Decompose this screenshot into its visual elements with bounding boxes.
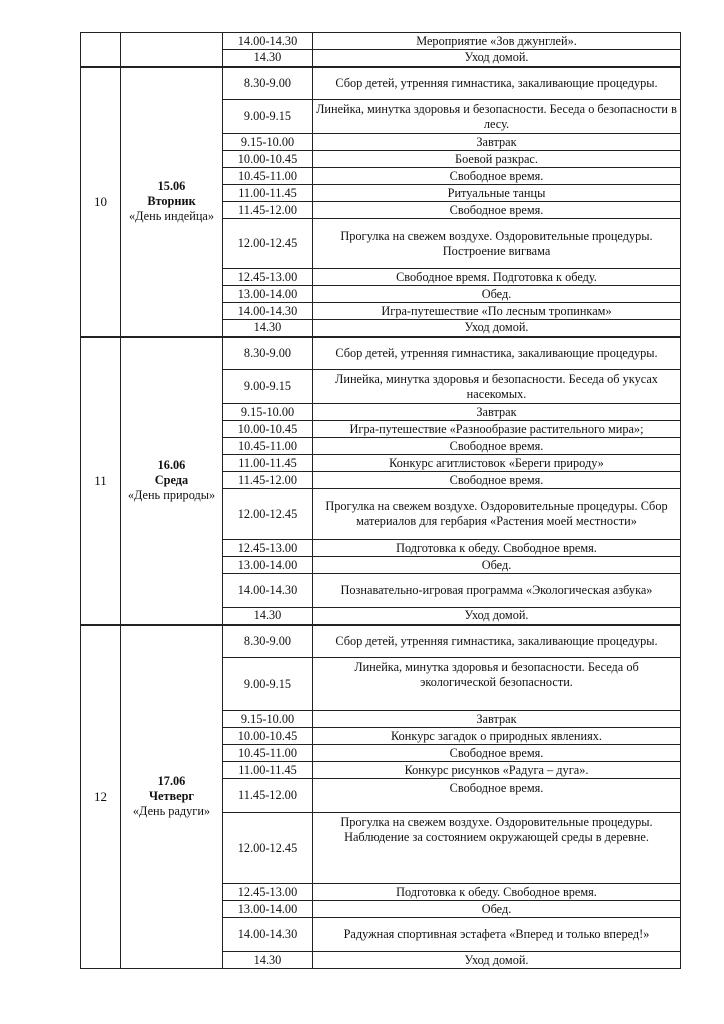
day-number-cell: 11 [81, 337, 121, 625]
activity-cell: Уход домой. [313, 50, 681, 67]
day-theme: «День индейца» [128, 209, 215, 223]
day-date: 15.06 [157, 179, 186, 193]
time-cell: 10.45-11.00 [223, 745, 313, 762]
activity-cell: Свободное время. [313, 168, 681, 185]
time-cell: 9.15-10.00 [223, 404, 313, 421]
time-cell: 10.00-10.45 [223, 151, 313, 168]
time-cell: 12.00-12.45 [223, 219, 313, 269]
time-cell: 11.45-12.00 [223, 472, 313, 489]
time-cell: 14.30 [223, 320, 313, 337]
activity-cell: Свободное время. Подготовка к обеду. [313, 269, 681, 286]
time-cell: 13.00-14.00 [223, 901, 313, 918]
activity-cell: Конкурс агитлистовок «Береги природу» [313, 455, 681, 472]
activity-cell: Сбор детей, утренняя гимнастика, закаливающие процедуры. [313, 625, 681, 658]
day-title-cell [121, 33, 223, 67]
time-cell: 14.00-14.30 [223, 918, 313, 952]
activity-cell: Прогулка на свежем воздухе. Оздоровительные процедуры. Наблюдение за состоянием окружающей среды в деревне. [313, 813, 681, 884]
time-cell: 10.00-10.45 [223, 728, 313, 745]
day-title-cell [121, 337, 223, 625]
day-weekday: Четверг [148, 789, 195, 804]
day-weekday: Вторник [147, 194, 196, 208]
day-theme: «День природы» [127, 488, 216, 502]
day-title-cell [121, 625, 223, 969]
time-cell: 9.00-9.15 [223, 370, 313, 404]
table-row [81, 337, 681, 370]
day-title-cell [121, 67, 223, 337]
activity-cell: Свободное время. [313, 779, 681, 813]
activity-cell [313, 219, 681, 269]
activity-cell: Ритуальные танцы [313, 185, 681, 202]
activity-cell: Уход домой. [313, 608, 681, 625]
time-cell: 14.00-14.30 [223, 574, 313, 608]
table-row [81, 33, 681, 50]
day-weekday: Среда [154, 473, 189, 487]
activity-cell: Радужная спортивная эстафета «Вперед и только вперед!» [313, 918, 681, 952]
time-cell: 13.00-14.00 [223, 286, 313, 303]
day-number-cell: 12 [81, 625, 121, 969]
day-theme: «День радуги» [132, 804, 211, 819]
day-number-cell [81, 33, 121, 67]
activity-cell: Сбор детей, утренняя гимнастика, закаливающие процедуры. [313, 337, 681, 370]
time-cell: 12.45-13.00 [223, 884, 313, 901]
time-cell: 14.30 [223, 608, 313, 625]
activity-cell: Игра-путешествие «По лесным тропинкам» [313, 303, 681, 320]
activity-cell: Мероприятие «Зов джунглей». [313, 33, 681, 50]
activity-cell: Уход домой. [313, 952, 681, 969]
activity-cell: Обед. [313, 557, 681, 574]
activity-cell: Линейка, минутка здоровья и безопасности. Беседа об укусах насекомых. [313, 370, 681, 404]
time-cell: 13.00-14.00 [223, 557, 313, 574]
table-row [81, 67, 681, 100]
time-cell: 8.30-9.00 [223, 67, 313, 100]
time-cell: 9.15-10.00 [223, 711, 313, 728]
activity-text: Построение вигвама [442, 243, 551, 258]
activity-cell: Свободное время. [313, 745, 681, 762]
activity-cell: Познавательно-игровая программа «Экологическая азбука» [313, 574, 681, 608]
activity-text: Прогулка на свежем воздухе. Оздоровительные процедуры. [340, 228, 653, 243]
day-number-cell: 10 [81, 67, 121, 337]
time-cell: 14.30 [223, 50, 313, 67]
activity-cell: Игра-путешествие «Разнообразие растительного мира»; [313, 421, 681, 438]
activity-cell: Сбор детей, утренняя гимнастика, закаливающие процедуры. [313, 67, 681, 100]
activity-cell: Завтрак [313, 711, 681, 728]
activity-cell: Конкурс рисунков «Радуга – дуга». [313, 762, 681, 779]
activity-cell: Боевой разкрас. [313, 151, 681, 168]
activity-cell: Уход домой. [313, 320, 681, 337]
time-cell: 14.00-14.30 [223, 33, 313, 50]
time-cell: 11.00-11.45 [223, 762, 313, 779]
activity-cell: Прогулка на свежем воздухе. Оздоровительные процедуры. Сбор материалов для гербария «Растения моей местности» [313, 489, 681, 540]
time-cell: 11.45-12.00 [223, 202, 313, 219]
time-cell: 8.30-9.00 [223, 337, 313, 370]
time-cell: 9.00-9.15 [223, 658, 313, 711]
time-cell: 9.00-9.15 [223, 100, 313, 134]
time-cell: 12.45-13.00 [223, 540, 313, 557]
day-date: 17.06 [157, 774, 186, 789]
time-cell: 11.00-11.45 [223, 455, 313, 472]
time-cell: 8.30-9.00 [223, 625, 313, 658]
activity-cell: Подготовка к обеду. Свободное время. [313, 884, 681, 901]
activity-cell: Завтрак [313, 404, 681, 421]
time-cell: 9.15-10.00 [223, 134, 313, 151]
time-cell: 11.45-12.00 [223, 779, 313, 813]
day-date: 16.06 [157, 458, 186, 472]
activity-cell: Завтрак [313, 134, 681, 151]
time-cell: 14.30 [223, 952, 313, 969]
activity-cell: Обед. [313, 286, 681, 303]
activity-cell: Свободное время. [313, 438, 681, 455]
activity-cell: Свободное время. [313, 202, 681, 219]
activity-cell: Обед. [313, 901, 681, 918]
time-cell: 14.00-14.30 [223, 303, 313, 320]
time-cell: 12.00-12.45 [223, 489, 313, 540]
time-cell: 12.45-13.00 [223, 269, 313, 286]
activity-cell: Линейка, минутка здоровья и безопасности. Беседа о безопасности в лесу. [313, 100, 681, 134]
time-cell: 10.45-11.00 [223, 438, 313, 455]
time-cell: 12.00-12.45 [223, 813, 313, 884]
time-cell: 11.00-11.45 [223, 185, 313, 202]
activity-cell: Линейка, минутка здоровья и безопасности. Беседа об экологической безопасности. [313, 658, 681, 711]
activity-cell: Подготовка к обеду. Свободное время. [313, 540, 681, 557]
schedule-table [80, 32, 681, 969]
activity-cell: Конкурс загадок о природных явлениях. [313, 728, 681, 745]
time-cell: 10.00-10.45 [223, 421, 313, 438]
activity-cell: Свободное время. [313, 472, 681, 489]
table-row [81, 625, 681, 658]
time-cell: 10.45-11.00 [223, 168, 313, 185]
